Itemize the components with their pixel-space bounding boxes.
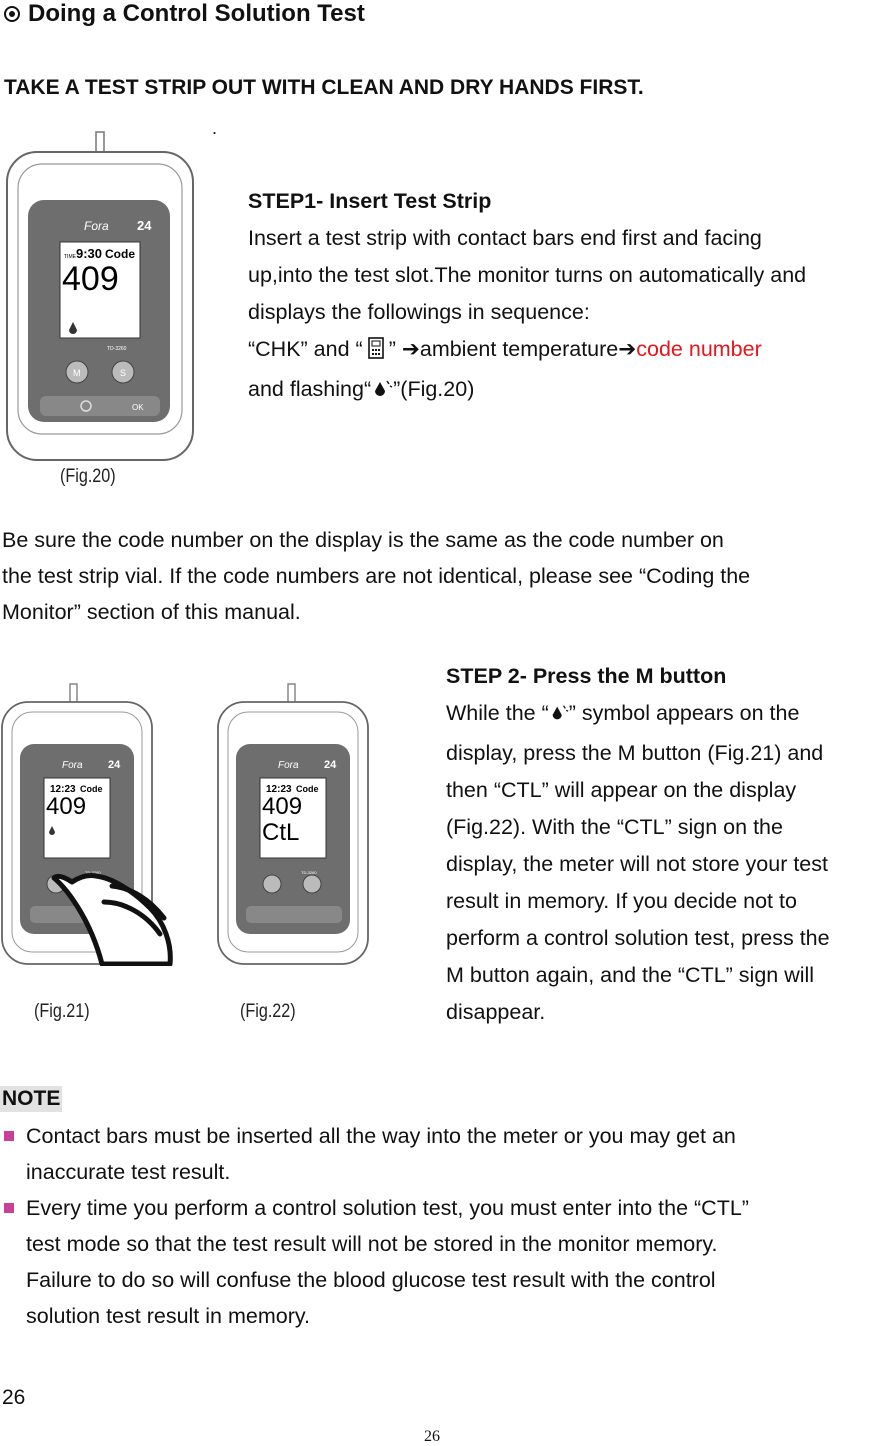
- svg-text:TD-3260: TD-3260: [301, 870, 317, 875]
- svg-text:Code: Code: [296, 784, 319, 794]
- meter-figure-20: [4, 128, 196, 464]
- code-check-paragraph: Be sure the code number on the display is the same as the code number on the test strip vial. If the code numbers are not identical, please see “Coding the Monitor” section of this manual.: [2, 528, 751, 624]
- step2-block: STEP 2- Press the M button While the “ ” symbol appears on the display, press the M button (Fig.21) and then “CTL” will appear on the display (Fig.22). With the “CTL” sign on the display, the meter will not store your test result in memory. If you decide not to perform a control solution test, press the M button again, and the “CTL” sign will disappear.: [446, 658, 892, 1031]
- fig22-caption: (Fig.22): [240, 1001, 296, 1022]
- chk-display-icon: [363, 334, 389, 371]
- blood-drop-icon: [549, 698, 569, 735]
- svg-text:12:23: 12:23: [50, 784, 76, 795]
- square-bullet-icon: [4, 1203, 14, 1213]
- note-heading: NOTE: [2, 1087, 61, 1110]
- instruction-heading: TAKE A TEST STRIP OUT WITH CLEAN AND DRY HANDS FIRST.: [4, 76, 644, 99]
- svg-text:Code: Code: [105, 247, 135, 261]
- svg-text:409: 409: [46, 793, 87, 820]
- meter-figure-22: [206, 682, 370, 966]
- stray-dot: .: [212, 118, 218, 138]
- step2-heading: STEP 2- Press the M button: [446, 664, 727, 688]
- step1-heading: STEP1- Insert Test Strip: [248, 189, 492, 213]
- arrow-icon: ➔: [618, 337, 637, 361]
- maker-logo: 24: [137, 218, 152, 233]
- svg-text:TIME: TIME: [64, 254, 76, 260]
- svg-text:S: S: [120, 368, 127, 378]
- svg-text:TD-3260: TD-3260: [85, 870, 101, 875]
- svg-text:M: M: [73, 368, 81, 378]
- note-item-2: Every time you perform a control solution test, you must enter into the “CTL” test mode so that the test result will not be stored in the monitor memory. Failure to do so will confuse the blood glucose test result with the control solution test result in memory.: [26, 1190, 886, 1334]
- svg-text:Fora: Fora: [62, 760, 83, 771]
- step1-block: STEP1- Insert Test Strip Insert a test strip with contact bars end first and facing up,into the test slot.The monitor turns on automatically and displays the followings in sequence: “CHK” and “ ” ➔ambient temperature➔code number and flashing“ ”(Fig.20): [248, 183, 894, 411]
- meter-code-readout: 409: [62, 260, 119, 298]
- brand-logo: Fora: [84, 219, 109, 233]
- svg-text:12:23: 12:23: [266, 784, 292, 795]
- svg-text:Fora: Fora: [278, 760, 299, 771]
- page-number: 26: [2, 1386, 26, 1409]
- blood-drop-icon: [371, 374, 393, 411]
- svg-text:OK: OK: [132, 403, 144, 412]
- arrow-icon: ➔: [401, 337, 420, 361]
- page-title: Doing a Control Solution Test: [4, 0, 365, 28]
- target-bullet-icon: [4, 6, 20, 22]
- svg-text:TD-3260: TD-3260: [107, 346, 127, 352]
- svg-text:Code: Code: [80, 784, 103, 794]
- ctl-readout: CtL: [262, 819, 300, 846]
- svg-text:24: 24: [324, 759, 337, 771]
- svg-text:9:30: 9:30: [76, 246, 103, 261]
- note-item-1: Contact bars must be inserted all the way into the meter or you may get an inaccurate test result.: [26, 1118, 886, 1190]
- footer-page-number: 26: [424, 1428, 440, 1445]
- svg-text:409: 409: [262, 793, 303, 820]
- fig20-caption: (Fig.20): [60, 466, 116, 487]
- svg-text:24: 24: [108, 759, 121, 771]
- square-bullet-icon: [4, 1131, 14, 1141]
- fig21-caption: (Fig.21): [34, 1001, 90, 1022]
- meter-figure-21: [0, 682, 176, 966]
